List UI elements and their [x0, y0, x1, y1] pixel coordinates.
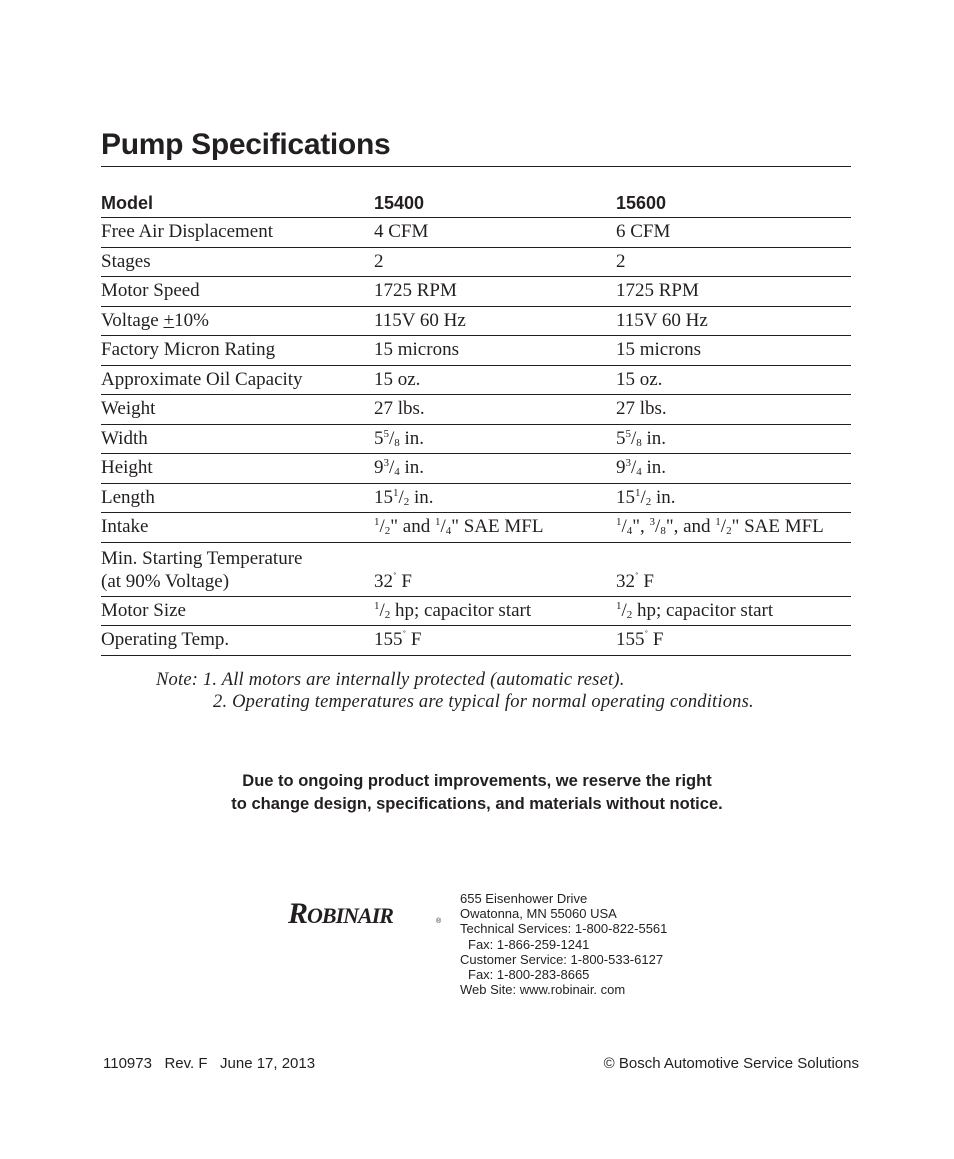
row-label: Approximate Oil Capacity: [101, 365, 374, 395]
cell-15600: 6 CFM: [616, 218, 851, 248]
cell-15600: 1725 RPM: [616, 277, 851, 307]
technical-services-phone: Technical Services: 1-800-822-5561: [460, 921, 668, 937]
cell-15600: 27 lbs.: [616, 395, 851, 425]
note-1: Note: 1. All motors are internally protected (automatic reset).: [156, 670, 625, 690]
table-row: [101, 424, 851, 454]
logo-text: ROBINAIR: [288, 897, 393, 927]
cell-15400: $15^1/_2$ in.: [374, 483, 616, 513]
cell-15400: 4 CFM: [374, 218, 616, 248]
table-row: [101, 596, 851, 626]
cell-15400: 27 lbs.: [374, 395, 616, 425]
cell-15600: $^1/_2$ hp; capacitor start: [616, 596, 851, 626]
disclaimer-line-2: to change design, specifications, and materials without notice.: [231, 795, 723, 813]
title-rule: [101, 166, 851, 167]
row-label: Voltage +10%: [101, 306, 374, 336]
row-label: Height: [101, 454, 374, 484]
cell-15600: $9^3/_4$ in.: [616, 454, 851, 484]
row-label: Intake: [101, 513, 374, 543]
cell-15600: 15 microns: [616, 336, 851, 366]
note-2: 2. Operating temperatures are typical for normal operating conditions.: [213, 692, 754, 712]
header-15600: 15600: [616, 184, 851, 218]
header-model: Model: [101, 184, 374, 218]
cell-15400: $^1/_2$" and $^1/_4$" SAE MFL: [374, 513, 616, 543]
row-label: Motor Size: [101, 596, 374, 626]
table-row: [101, 365, 851, 395]
header-15400: 15400: [374, 184, 616, 218]
row-label: Free Air Displacement: [101, 218, 374, 248]
table-row: [101, 277, 851, 307]
cell-15600: 155˚ F: [616, 626, 851, 656]
table-row: [101, 513, 851, 543]
row-label: Weight: [101, 395, 374, 425]
row-label: Factory Micron Rating: [101, 336, 374, 366]
cell-15600: 2: [616, 247, 851, 277]
table-header-row: [101, 184, 851, 218]
table-row: [101, 247, 851, 277]
cell-15600: $15^1/_2$ in.: [616, 483, 851, 513]
cell-15400: 15 microns: [374, 336, 616, 366]
table-row: [101, 626, 851, 656]
cell-15400: 2: [374, 247, 616, 277]
disclaimer: [0, 770, 954, 816]
notes: [156, 670, 754, 714]
row-label: Length: [101, 483, 374, 513]
row-label: Stages: [101, 247, 374, 277]
address-line: 655 Eisenhower Drive: [460, 891, 588, 906]
cell-15600: 32˚ F: [616, 542, 851, 596]
row-label: Min. Starting Temperature (at 90% Voltage): [101, 542, 374, 596]
specs-table: [101, 184, 851, 656]
address-block: [460, 891, 667, 997]
table-row: [101, 542, 851, 596]
cell-15400: 1725 RPM: [374, 277, 616, 307]
technical-services-fax: Fax: 1-866-259-1241: [468, 936, 590, 952]
web-site: Web Site: www.robinair. com: [460, 982, 626, 998]
table-row: [101, 306, 851, 336]
row-label: Width: [101, 424, 374, 454]
row-label: Operating Temp.: [101, 626, 374, 656]
cell-15400: $5^5/_8$ in.: [374, 424, 616, 454]
disclaimer-line-1: Due to ongoing product improvements, we reserve the right: [242, 772, 712, 790]
logo-registered-mark: ®: [436, 918, 442, 925]
cell-15600: $^1/_4$", $^3/_8$", and $^1/_2$" SAE MFL: [616, 513, 851, 543]
robinair-logo: [288, 893, 443, 927]
cell-15600: 115V 60 Hz: [616, 306, 851, 336]
cell-15600: 15 oz.: [616, 365, 851, 395]
table-row: [101, 454, 851, 484]
cell-15400: 32˚ F: [374, 542, 616, 596]
cell-15400: $^1/_2$ hp; capacitor start: [374, 596, 616, 626]
cell-15400: 115V 60 Hz: [374, 306, 616, 336]
page-title: Pump Specifications: [101, 128, 391, 161]
cell-15400: 155˚ F: [374, 626, 616, 656]
address-line: Owatonna, MN 55060 USA: [460, 906, 617, 922]
copyright: © Bosch Automotive Service Solutions: [603, 1055, 859, 1072]
document-number-revision-date: 110973 Rev. F June 17, 2013: [103, 1055, 316, 1072]
cell-15600: $5^5/_8$ in.: [616, 424, 851, 454]
cell-15400: 15 oz.: [374, 365, 616, 395]
row-label: Motor Speed: [101, 277, 374, 307]
customer-service-phone: Customer Service: 1-800-533-6127: [460, 951, 664, 967]
table-row: [101, 218, 851, 248]
cell-15400: $9^3/_4$ in.: [374, 454, 616, 484]
table-row: [101, 483, 851, 513]
table-row: [101, 395, 851, 425]
table-row: [101, 336, 851, 366]
customer-service-fax: Fax: 1-800-283-8665: [468, 967, 590, 983]
